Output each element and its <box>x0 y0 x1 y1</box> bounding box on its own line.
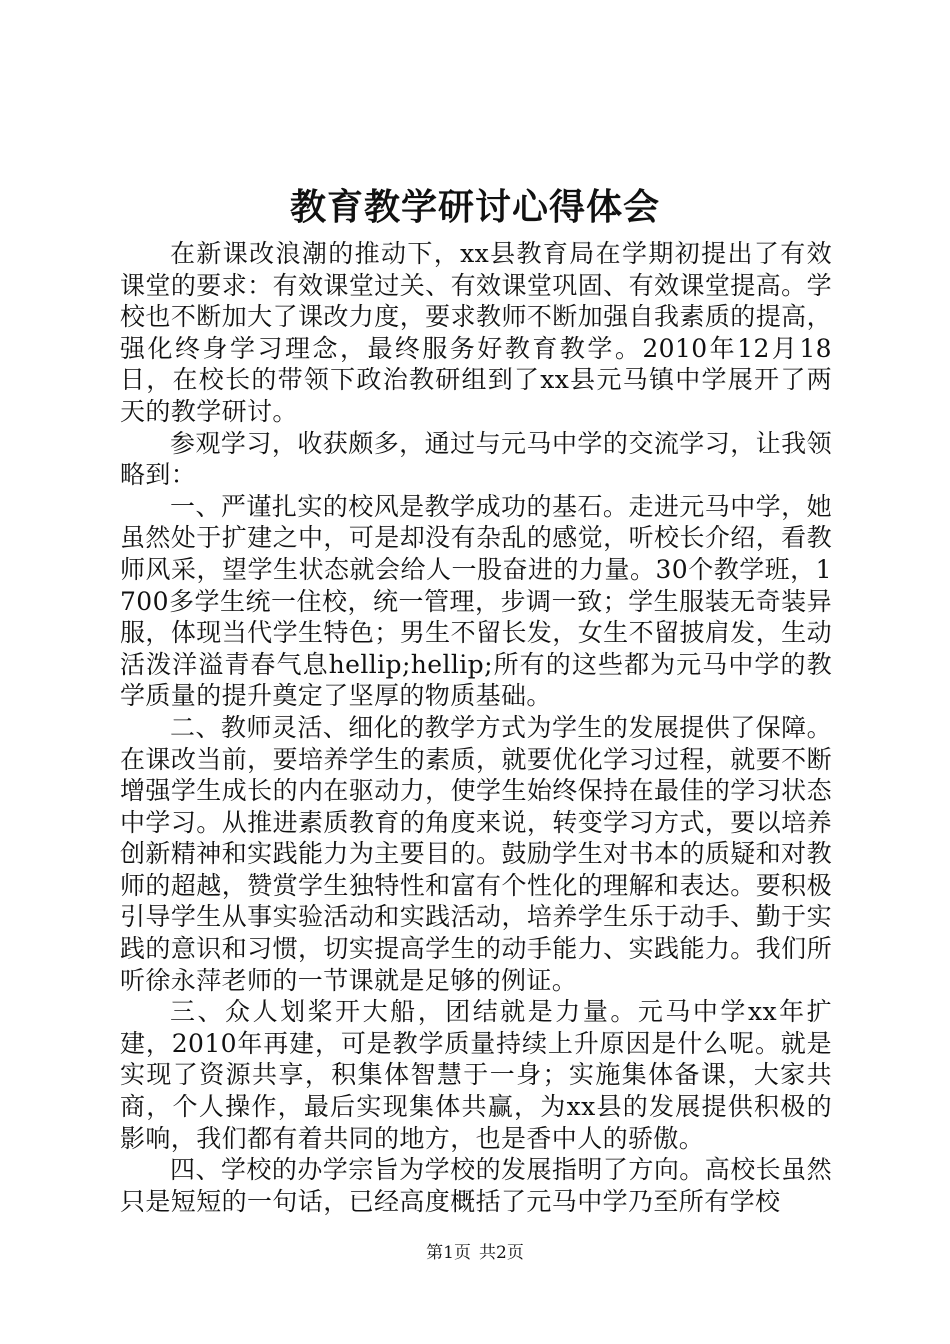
paragraph-point-1: 一、严谨扎实的校风是教学成功的基石。走进元马中学，她虽然处于扩建之中，可是却没有杂乱的感觉，听校长介绍，看教师风采，望学生状态就会给人一股奋进的力量。30个教学班，1700多学生统一住校，统一管理，步调一致；学生服装无奇装异服，体现当代学生特色；男生不留长发，女生不留披肩发，生动活泼洋溢青春气息hellip;hellip;所有的这些都为元马中学的教学质量的提升奠定了坚厚的物质基础。 <box>120 491 832 711</box>
document-body <box>120 238 832 1217</box>
page-footer <box>0 1242 950 1264</box>
paragraph-point-4: 四、学校的办学宗旨为学校的发展指明了方向。高校长虽然只是短短的一句话，已经高度概括了元马中学乃至所有学校 <box>120 1155 832 1216</box>
paragraph-point-3: 三、众人划桨开大船，团结就是力量。元马中学xx年扩建，2010年再建，可是教学质量持续上升原因是什么呢。就是实现了资源共享，积集体智慧于一身；实施集体备课，大家共商，个人操作，最后实现集体共赢，为xx县的发展提供积极的影响，我们都有着共同的地方，也是香中人的骄傲。 <box>120 997 832 1153</box>
document-title: 教育教学研讨心得体会 <box>289 187 660 228</box>
page-total: 共2页 <box>479 1243 524 1263</box>
paragraph-visit: 参观学习，收获颇多，通过与元马中学的交流学习，让我领略到： <box>120 428 832 490</box>
page-number: 第1页 <box>426 1243 471 1263</box>
paragraph-intro: 在新课改浪潮的推动下，xx县教育局在学期初提出了有效课堂的要求：有效课堂过关、有效课堂巩固、有效课堂提高。学校也不断加大了课改力度，要求教师不断加强自我素质的提高，强化终身学习理念，最终服务好教育教学。2010年12月18日，在校长的带领下政治教研组到了xx县元马镇中学展开了两天的教学研讨。 <box>120 239 832 426</box>
paragraph-point-2: 二、教师灵活、细化的教学方式为学生的发展提供了保障。在课改当前，要培养学生的素质，就要优化学习过程，就要不断增强学生成长的内在驱动力，使学生始终保持在最佳的学习状态中学习。从推进素质教育的角度来说，转变学习方式，要以培养创新精神和实践能力为主要目的。鼓励学生对书本的质疑和对教师的超越，赞赏学生独特性和富有个性化的理解和表达。要积极引导学生从事实验活动和实践活动，培养学生乐于动手、勤于实践的意识和习惯，切实提高学生的动手能力、实践能力。我们所听徐永萍老师的一节课就是足够的例证。 <box>120 712 832 995</box>
